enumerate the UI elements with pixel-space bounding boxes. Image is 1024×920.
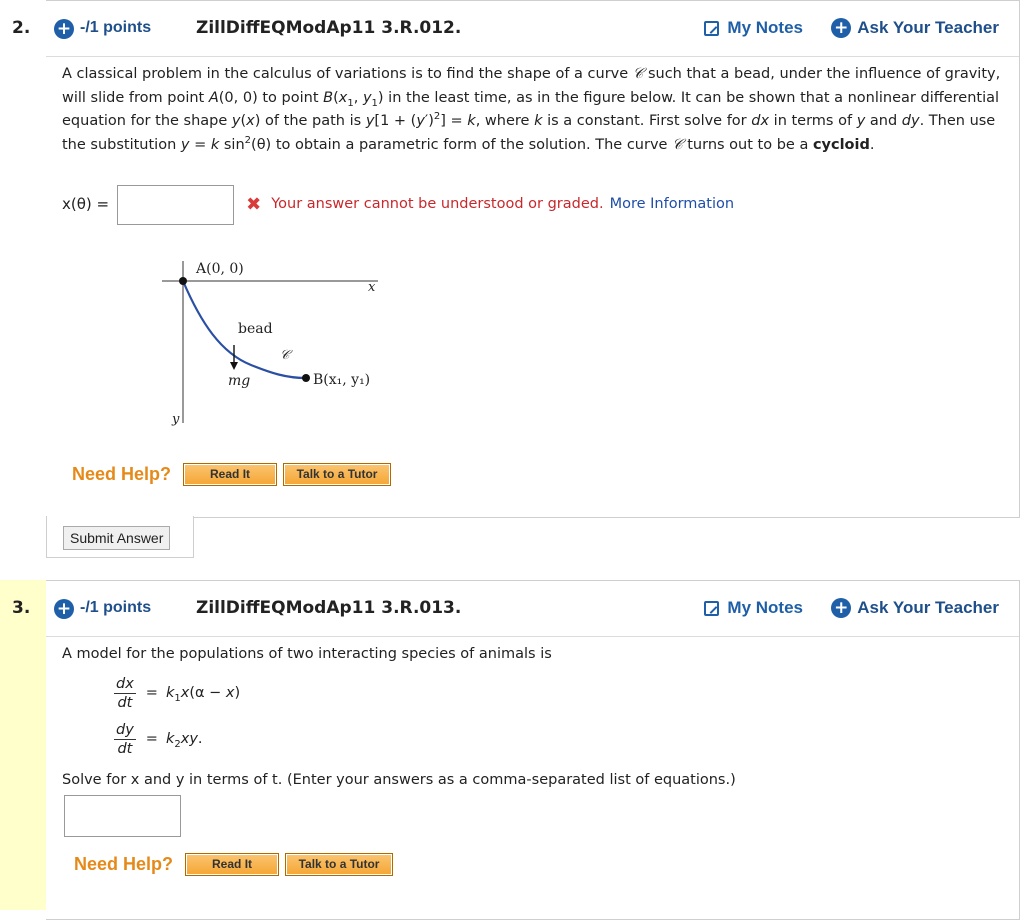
my-notes-link[interactable] bbox=[704, 598, 803, 618]
question-gutter bbox=[0, 580, 46, 910]
error-x-icon: ✖ bbox=[246, 194, 262, 216]
question-number: 2. bbox=[12, 18, 31, 38]
question-header bbox=[46, 1, 1019, 57]
answer-input[interactable] bbox=[117, 185, 234, 225]
notes-icon bbox=[704, 21, 719, 36]
submit-area bbox=[46, 516, 194, 558]
read-it-button[interactable]: Read It bbox=[183, 463, 277, 486]
need-help-label: Need Help? bbox=[72, 464, 172, 484]
problem-intro: A model for the populations of two interacting species of animals is bbox=[62, 646, 552, 662]
plus-icon: + bbox=[831, 18, 851, 38]
label-curve: 𝒞 bbox=[280, 348, 290, 363]
question-box bbox=[46, 580, 1020, 920]
gravity-arrowhead bbox=[230, 362, 238, 370]
instructions: Solve for x and y in terms of t. (Enter your answers as a comma-separated list of equations.) bbox=[62, 772, 736, 788]
talk-to-tutor-button[interactable]: Talk to a Tutor bbox=[285, 853, 393, 876]
label-x: x bbox=[368, 280, 376, 295]
expand-points-icon[interactable]: + bbox=[54, 19, 74, 39]
my-notes-link[interactable] bbox=[704, 18, 803, 38]
help-row bbox=[72, 463, 397, 487]
label-a: A(0, 0) bbox=[196, 261, 244, 277]
more-information-link[interactable]: More Information bbox=[609, 196, 735, 213]
problem-text: A classical problem in the calculus of variations is to find the shape of a curve 𝒞 such that a bead, under the influence of gravity, will slide from point A(0, 0) to point $B(x_1$, $y_1$) in the least time, as in the figure below. It can be shown that a nonlinear differential equation for the shape y(x) of the path is $y[1 + (y')^2] = k$, where k is a constant. First solve for dx in terms of y and dy. Then use the substitution y = k $\sin^2(\theta)$ to obtain a parametric form of the solution. The curve 𝒞 turns out to be a cycloid. bbox=[62, 66, 1001, 153]
ask-teacher-label: Ask Your Teacher bbox=[857, 18, 999, 37]
submit-answer-button[interactable]: Submit Answer bbox=[63, 526, 170, 550]
plus-icon: + bbox=[831, 598, 851, 618]
answer-label: x(θ) = bbox=[62, 195, 110, 214]
label-bead: bead bbox=[238, 321, 273, 337]
answer-row bbox=[62, 185, 734, 225]
label-b: B(x₁, y₁) bbox=[313, 372, 371, 388]
points-label: -/1 points bbox=[80, 599, 152, 616]
points-label: -/1 points bbox=[80, 19, 152, 36]
expand-points-icon[interactable]: + bbox=[54, 599, 74, 619]
label-mg: mg bbox=[228, 373, 251, 389]
equation-2: $\frac{dy}{dt}$ = $k_2xy$. bbox=[116, 722, 203, 757]
question-number: 3. bbox=[12, 598, 31, 618]
question-3 bbox=[0, 580, 1024, 910]
question-code: ZillDiffEQModAp11 3.R.012. bbox=[196, 18, 462, 38]
answer-input[interactable] bbox=[64, 795, 181, 837]
help-row bbox=[74, 853, 399, 877]
my-notes-label: My Notes bbox=[727, 598, 803, 617]
read-it-button[interactable]: Read It bbox=[185, 853, 279, 876]
question-gutter bbox=[0, 0, 46, 562]
point-a bbox=[179, 277, 187, 285]
ask-teacher-label: Ask Your Teacher bbox=[857, 598, 999, 617]
question-box bbox=[46, 0, 1020, 518]
label-y: y bbox=[172, 412, 180, 427]
question-code: ZillDiffEQModAp11 3.R.013. bbox=[196, 598, 462, 618]
talk-to-tutor-button[interactable]: Talk to a Tutor bbox=[283, 463, 391, 486]
ask-teacher-link[interactable] bbox=[831, 18, 999, 38]
ask-teacher-link[interactable] bbox=[831, 598, 999, 618]
error-message: Your answer cannot be understood or graded. bbox=[271, 196, 604, 213]
question-header bbox=[46, 581, 1019, 637]
cycloid-figure bbox=[156, 253, 396, 433]
need-help-label: Need Help? bbox=[74, 854, 174, 874]
my-notes-label: My Notes bbox=[727, 18, 803, 37]
equation-1: $\frac{dx}{dt}$ = $k_1x(\alpha - x)$ bbox=[116, 676, 241, 711]
notes-icon bbox=[704, 601, 719, 616]
point-b bbox=[302, 374, 310, 382]
